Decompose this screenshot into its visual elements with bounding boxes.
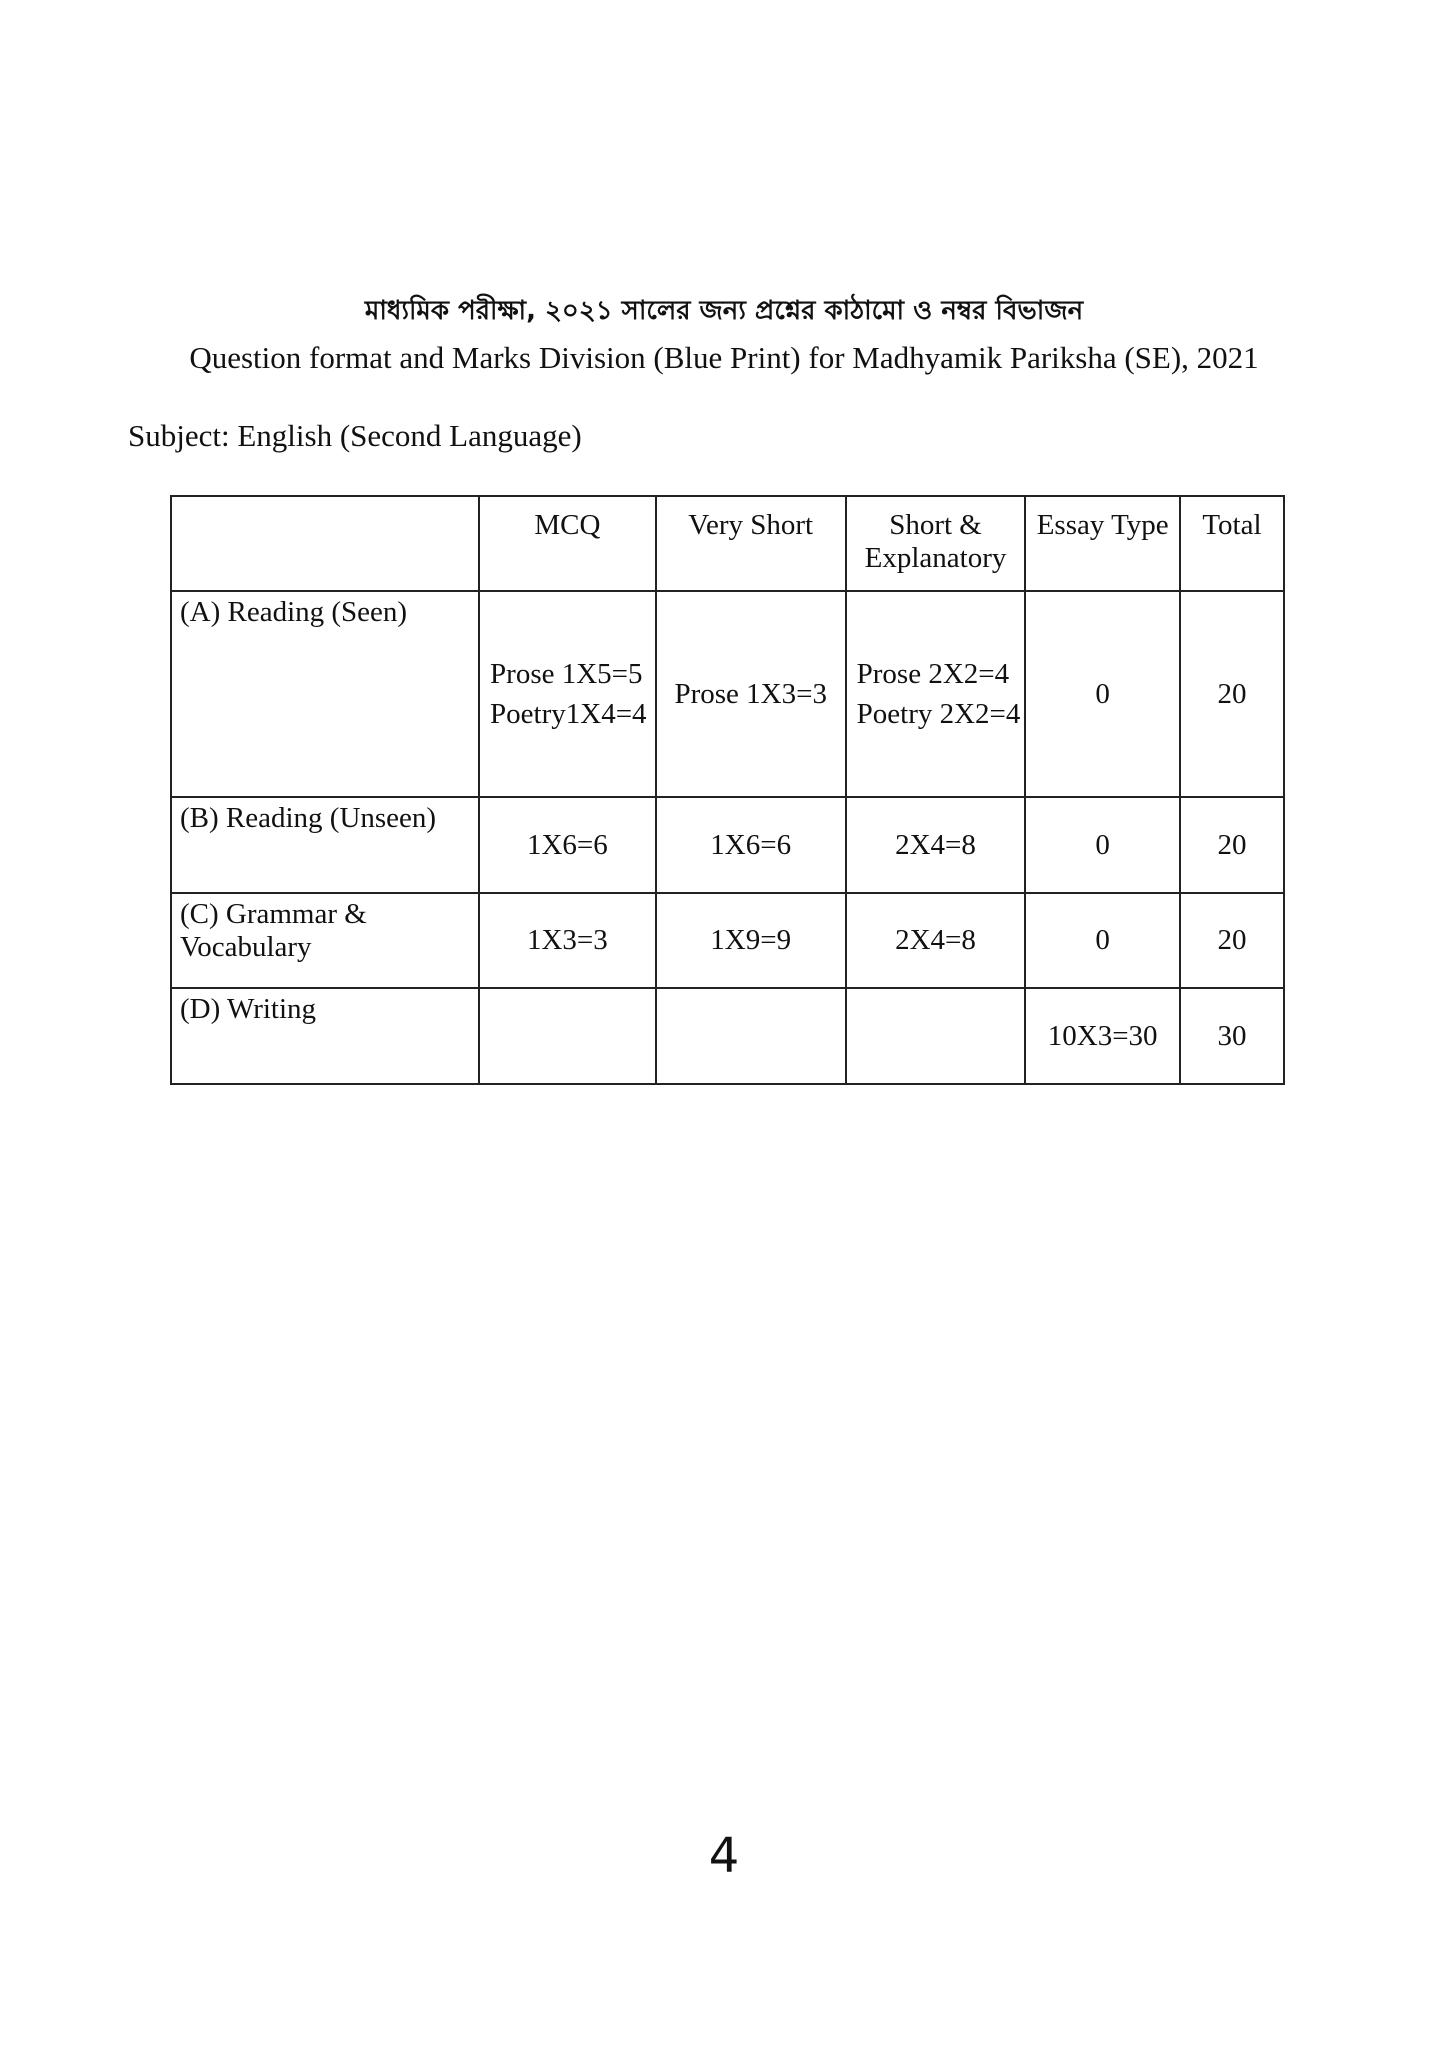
- essay-cell: 0: [1025, 893, 1180, 989]
- mcq-cell: 1X3=3: [479, 893, 656, 989]
- short-cell: [846, 988, 1026, 1084]
- total-cell: 20: [1180, 893, 1284, 989]
- table-header-row: [171, 496, 1284, 591]
- mcq-prose: Prose 1X5=5: [490, 657, 643, 690]
- table-row: [171, 893, 1284, 989]
- short-cell: [846, 591, 1026, 797]
- column-header-total: Total: [1180, 496, 1284, 591]
- very-short-cell: 1X9=9: [656, 893, 846, 989]
- table-row: [171, 988, 1284, 1084]
- table-row: [171, 797, 1284, 893]
- row-label: (D) Writing: [171, 988, 479, 1084]
- essay-cell: 10X3=30: [1025, 988, 1180, 1084]
- essay-cell: 0: [1025, 591, 1180, 797]
- short-cell: 2X4=8: [846, 797, 1026, 893]
- page-number: 4: [708, 1828, 740, 1884]
- page-title-bengali: মাধ্যমিক পরীক্ষা, ২০২১ সালের জন্য প্রশ্নের কাঠামো ও নম্বর বিভাজন: [364, 296, 1084, 326]
- short-cell: 2X4=8: [846, 893, 1026, 989]
- mcq-cell: 1X6=6: [479, 797, 656, 893]
- page-title: Question format and Marks Division (Blue Print) for Madhyamik Pariksha (SE), 2021: [189, 340, 1259, 375]
- very-short-cell: 1X6=6: [656, 797, 846, 893]
- mcq-cell: [479, 988, 656, 1084]
- essay-cell: 0: [1025, 797, 1180, 893]
- column-header-mcq: MCQ: [479, 496, 656, 591]
- very-short-cell: [656, 988, 846, 1084]
- short-prose: Prose 2X2=4: [856, 657, 1010, 690]
- total-cell: 20: [1180, 591, 1284, 797]
- row-label: (C) Grammar & Vocabulary: [171, 893, 479, 989]
- table-row: [171, 591, 1284, 797]
- column-header: [171, 496, 479, 591]
- column-header-essay-type: Essay Type: [1025, 496, 1180, 591]
- column-header-short-explanatory: Short & Explanatory: [846, 496, 1026, 591]
- subject-line: Subject: English (Second Language): [128, 418, 582, 453]
- row-label: (B) Reading (Unseen): [171, 797, 479, 893]
- very-short-cell: Prose 1X3=3: [656, 591, 846, 797]
- mcq-poetry: Poetry1X4=4: [490, 698, 647, 731]
- row-label: (A) Reading (Seen): [171, 591, 479, 797]
- total-cell: 30: [1180, 988, 1284, 1084]
- short-poetry: Poetry 2X2=4: [856, 698, 1021, 731]
- column-header-very-short: Very Short: [656, 496, 846, 591]
- total-cell: 20: [1180, 797, 1284, 893]
- mcq-cell: [479, 591, 656, 797]
- marks-division-table: [170, 495, 1285, 1085]
